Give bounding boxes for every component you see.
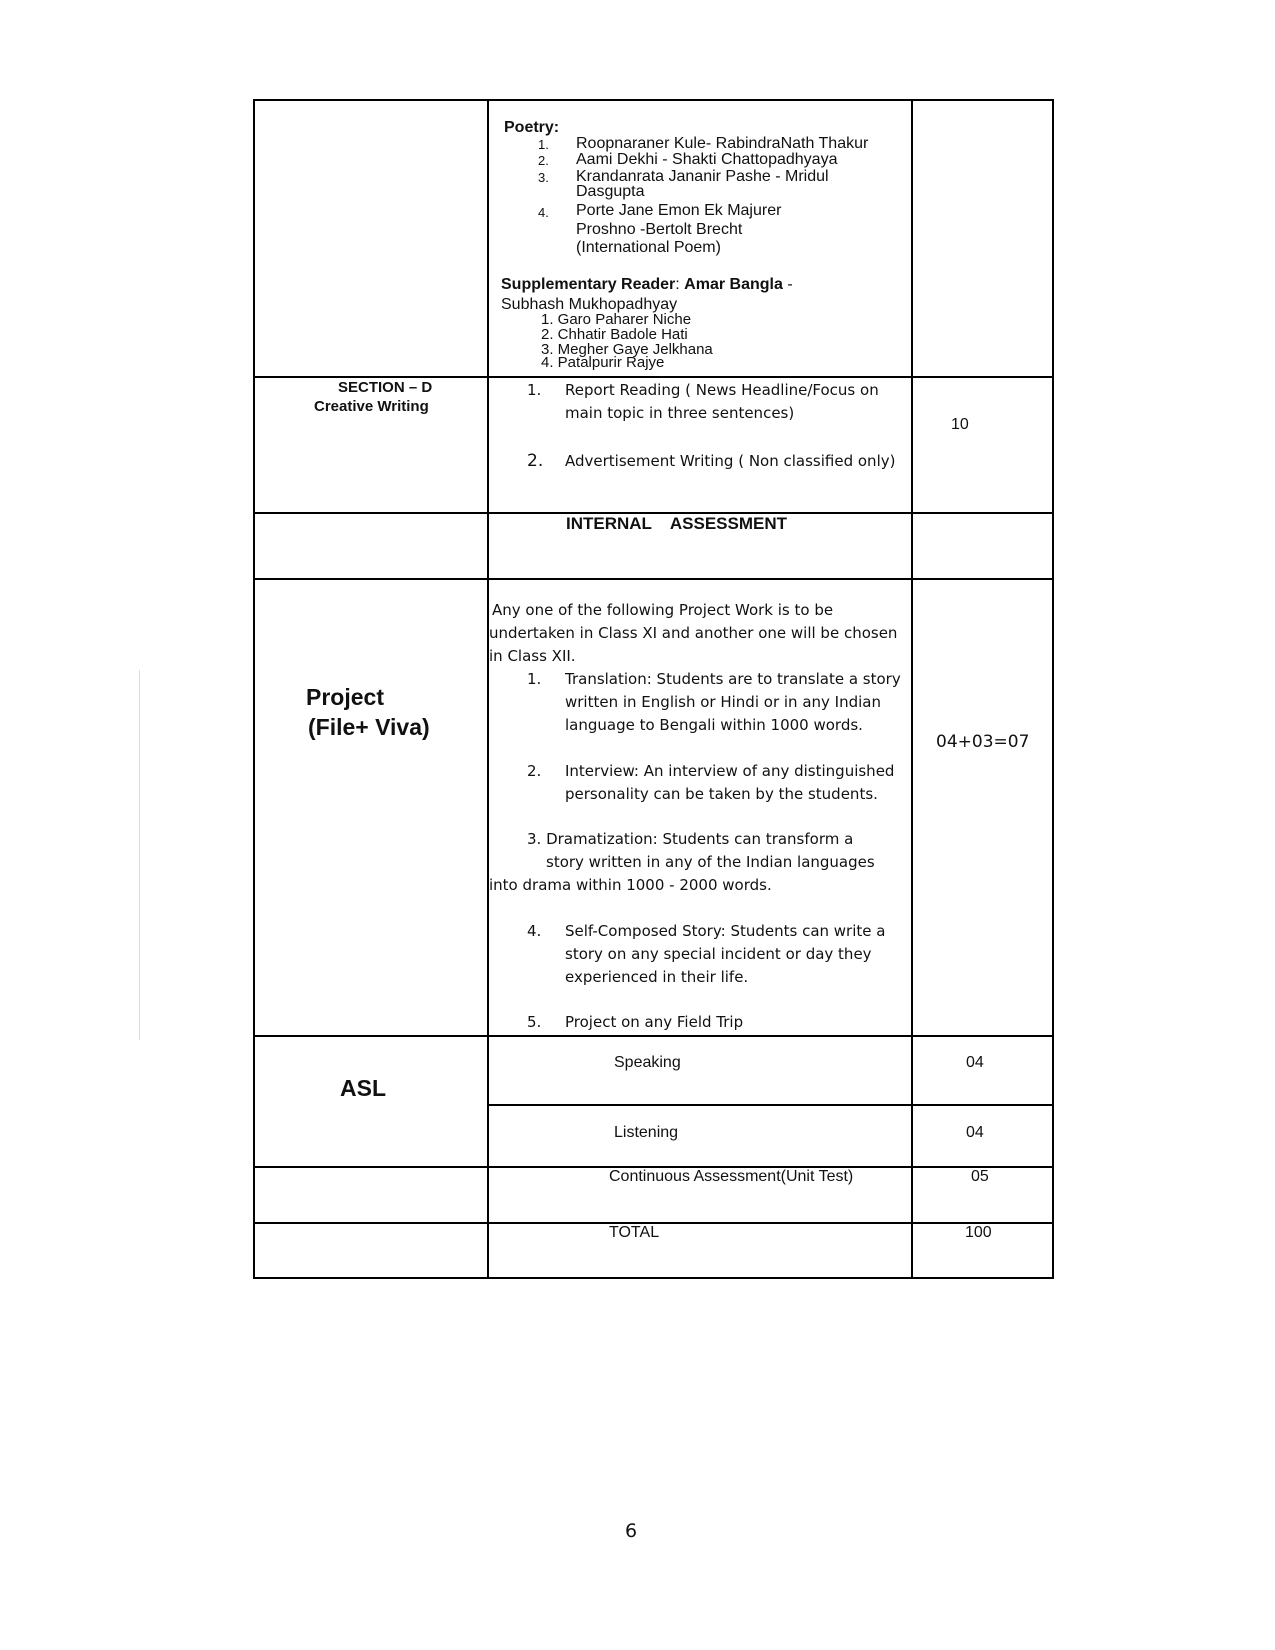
poem-number: 2. (538, 153, 549, 168)
poem-title: Porte Jane Emon Ek Majurer (576, 202, 782, 219)
poem-title: Aami Dekhi - Shakti Chattopadhyaya (576, 151, 838, 168)
supp-item: 2. Chhatir Badole Hati (541, 326, 688, 343)
asl-label: ASL (340, 1075, 386, 1101)
poem-title-cont: Dasgupta (576, 183, 645, 200)
item-text: Self-Composed Story: Students can write a (565, 922, 886, 940)
continuous-assessment-label: Continuous Assessment(Unit Test) (609, 1168, 854, 1185)
project-sublabel: (File+ Viva) (308, 714, 430, 740)
page-number: 6 (625, 1520, 638, 1542)
section-d-marks: 10 (951, 416, 969, 433)
item-text: language to Bengali within 1000 words. (565, 716, 863, 734)
item-number: 5. (527, 1013, 542, 1031)
item-text: main topic in three sentences) (565, 404, 795, 422)
item-text: into drama within 1000 - 2000 words. (489, 876, 772, 894)
internal-assessment-heading: INTERNAL ASSESSMENT (566, 514, 788, 533)
supp-colon: : (675, 276, 685, 293)
supp-heading: Supplementary Reader (501, 276, 676, 293)
listening-label: Listening (614, 1124, 679, 1141)
item-number: 1. (527, 381, 542, 399)
item-text: written in English or Hindi or in any Indian (565, 693, 881, 711)
item-text: story on any special incident or day they (565, 945, 872, 963)
project-intro-line: in Class XII. (489, 647, 576, 665)
total-marks: 100 (965, 1224, 992, 1241)
project-intro-line: Any one of the following Project Work is to be (492, 601, 834, 619)
item-text: story written in any of the Indian languages (546, 853, 875, 871)
poem-title: Roopnaraner Kule- RabindraNath Thakur (576, 135, 869, 152)
section-d-title: SECTION – D (338, 379, 433, 396)
item-text: Advertisement Writing ( Non classified only) (565, 452, 896, 470)
item-text: personality can be taken by the students. (565, 785, 878, 803)
margin-mark (139, 670, 140, 1040)
poem-title-cont: Proshno -Bertolt Brecht (576, 221, 743, 238)
item-text: Translation: Students are to translate a story (565, 670, 901, 688)
item-number: 4. (527, 922, 542, 940)
supp-dash: - (782, 276, 793, 293)
continuous-assessment-marks: 05 (971, 1168, 989, 1185)
supp-item: 3. Megher Gaye Jelkhana (541, 341, 713, 358)
total-label: TOTAL (609, 1224, 660, 1241)
item-text: 3. Dramatization: Students can transform a (527, 830, 854, 848)
project-label: Project (306, 684, 384, 710)
item-number: 2. (527, 762, 542, 780)
poem-title: Krandanrata Jananir Pashe - Mridul (576, 168, 829, 185)
poem-number: 1. (538, 137, 549, 152)
project-marks: 04+03=07 (936, 732, 1030, 752)
section-d-subtitle: Creative Writing (314, 398, 429, 415)
speaking-label: Speaking (614, 1054, 681, 1071)
item-number: 2. (527, 451, 544, 471)
supp-title: Amar Bangla (684, 276, 783, 293)
listening-marks: 04 (966, 1124, 984, 1141)
project-intro-line: undertaken in Class XI and another one will be chosen (489, 624, 898, 642)
poetry-heading: Poetry: (504, 119, 560, 136)
supplementary-reader-line (501, 276, 793, 294)
poem-number: 3. (538, 170, 549, 185)
speaking-marks: 04 (966, 1054, 984, 1071)
poem-title-cont: (International Poem) (576, 239, 721, 256)
item-number: 1. (527, 670, 542, 688)
item-text: Project on any Field Trip (565, 1013, 744, 1031)
item-text: Interview: An interview of any distinguished (565, 762, 895, 780)
supp-item: 1. Garo Paharer Niche (541, 311, 692, 328)
supp-author: Subhash Mukhopadhyay (501, 296, 678, 313)
item-text: experienced in their life. (565, 968, 749, 986)
supp-item: 4. Patalpurir Rajye (541, 354, 665, 371)
poem-number: 4. (538, 205, 549, 220)
item-text: Report Reading ( News Headline/Focus on (565, 381, 879, 399)
